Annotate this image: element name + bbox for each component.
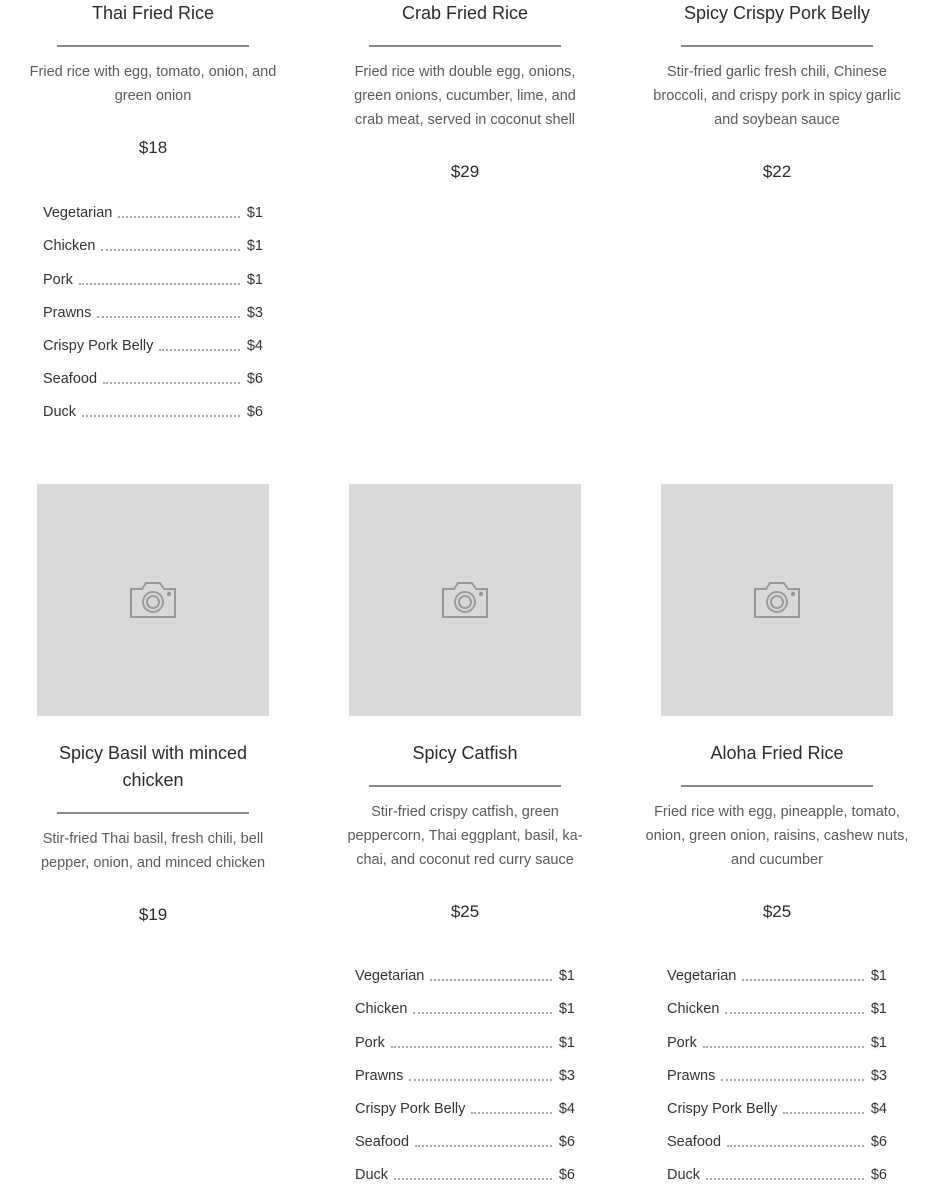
menu-item-description: Stir-fried crispy catfish, green peppercorn, Thai eggplant, basil, ka-chai, and coconut red curry sauce (347, 804, 583, 868)
menu-item-title: Spicy Crispy Pork Belly (683, 3, 871, 23)
menu-item-aloha-fried-rice (639, 740, 915, 1184)
add-on-label: Chicken (667, 1001, 720, 1018)
add-on-label: Vegetarian (355, 968, 425, 985)
add-on-price: $1 (870, 968, 887, 985)
title-divider (681, 45, 873, 47)
add-on-option (43, 256, 263, 289)
add-on-label: Prawns (667, 1067, 716, 1084)
menu-item-crab-fried-rice (327, 0, 603, 200)
add-on-label: Pork (667, 1034, 697, 1051)
add-on-price: $4 (558, 1100, 575, 1117)
add-on-option (667, 1152, 887, 1185)
menu-item-title: Thai Fried Rice (91, 3, 215, 23)
camera-icon (752, 580, 802, 620)
leader-dots (727, 1145, 864, 1147)
add-on-option (667, 1119, 887, 1152)
add-on-label: Seafood (43, 371, 98, 388)
leader-dots (742, 979, 864, 981)
add-on-label: Crispy Pork Belly (667, 1100, 778, 1117)
title-divider (369, 45, 561, 47)
leader-dots (413, 1012, 551, 1014)
add-on-label: Crispy Pork Belly (43, 337, 154, 354)
menu-item-price: $25 (762, 902, 792, 921)
menu-item-photo-placeholder[interactable] (37, 484, 269, 716)
add-on-price: $3 (870, 1067, 887, 1084)
add-on-option (43, 290, 263, 323)
add-on-option (43, 190, 263, 223)
add-on-price: $1 (558, 1001, 575, 1018)
add-on-label: Chicken (43, 238, 96, 255)
menu-item-thai-fried-rice (15, 0, 291, 420)
title-divider (369, 785, 561, 787)
add-on-price: $4 (870, 1100, 887, 1117)
leader-dots (783, 1112, 863, 1114)
add-on-label: Pork (43, 271, 73, 288)
title-divider (57, 812, 249, 814)
menu-item-description: Fried rice with egg, tomato, onion, and green onion (29, 64, 277, 104)
title-divider (681, 785, 873, 787)
leader-dots (409, 1079, 552, 1081)
add-on-option (355, 1053, 575, 1086)
leader-dots (725, 1012, 863, 1014)
add-on-option (355, 1019, 575, 1052)
menu-item-description: Stir-fried garlic fresh chili, Chinese broccoli, and crispy pork in spicy garlic and soybean sauce (653, 64, 901, 128)
title-divider (57, 45, 249, 47)
menu-item-title: Spicy Basil with minced chicken (58, 743, 248, 790)
menu-item-description: Fried rice with egg, pineapple, tomato, onion, green onion, raisins, cashew nuts, and cucumber (645, 804, 909, 868)
add-on-label: Prawns (43, 304, 92, 321)
add-on-label: Prawns (355, 1067, 404, 1084)
add-on-price: $6 (870, 1167, 887, 1184)
add-on-options (667, 953, 887, 1185)
add-on-price: $6 (246, 404, 263, 421)
menu-item-price: $29 (450, 162, 480, 181)
add-on-option (667, 1053, 887, 1086)
add-on-options (43, 190, 263, 422)
add-on-label: Vegetarian (43, 205, 113, 222)
camera-icon (128, 580, 178, 620)
menu-item-spicy-basil-minced-chicken (15, 740, 291, 940)
menu-item-photo-placeholder[interactable] (661, 484, 893, 716)
add-on-option (43, 223, 263, 256)
add-on-option (355, 953, 575, 986)
menu-item-price: $25 (450, 902, 480, 921)
add-on-option (355, 1086, 575, 1119)
leader-dots (394, 1178, 552, 1180)
leader-dots (159, 349, 239, 351)
add-on-price: $6 (558, 1167, 575, 1184)
add-on-option (667, 1019, 887, 1052)
add-on-option (355, 1119, 575, 1152)
add-on-option (43, 323, 263, 356)
add-on-price: $1 (870, 1034, 887, 1051)
menu-item-title: Aloha Fried Rice (710, 743, 844, 763)
add-on-label: Pork (355, 1034, 385, 1051)
add-on-price: $4 (246, 337, 263, 354)
leader-dots (703, 1046, 864, 1048)
add-on-options (355, 953, 575, 1185)
add-on-price: $1 (870, 1001, 887, 1018)
menu-item-title: Crab Fried Rice (401, 3, 529, 23)
menu-item-title: Spicy Catfish (412, 743, 518, 763)
add-on-price: $3 (246, 304, 263, 321)
add-on-price: $1 (246, 238, 263, 255)
menu-item-description: Stir-fried Thai basil, fresh chili, bell pepper, onion, and minced chicken (40, 831, 266, 871)
add-on-label: Seafood (667, 1134, 722, 1151)
leader-dots (97, 316, 240, 318)
camera-icon (440, 580, 490, 620)
add-on-label: Chicken (355, 1001, 408, 1018)
leader-dots (103, 382, 240, 384)
leader-dots (415, 1145, 552, 1147)
leader-dots (101, 249, 239, 251)
add-on-label: Duck (355, 1167, 389, 1184)
add-on-option (43, 356, 263, 389)
add-on-price: $1 (558, 1034, 575, 1051)
add-on-label: Crispy Pork Belly (355, 1100, 466, 1117)
add-on-price: $1 (558, 968, 575, 985)
add-on-option (355, 1152, 575, 1185)
add-on-price: $1 (246, 205, 263, 222)
add-on-option (667, 1086, 887, 1119)
menu-item-spicy-catfish (327, 740, 603, 1184)
add-on-price: $6 (870, 1134, 887, 1151)
leader-dots (82, 415, 240, 417)
add-on-option (667, 953, 887, 986)
add-on-price: $1 (246, 271, 263, 288)
leader-dots (118, 216, 240, 218)
add-on-label: Seafood (355, 1134, 410, 1151)
menu-item-description: Fried rice with double egg, onions, green onions, cucumber, lime, and crab meat, served in coconut shell (354, 64, 576, 128)
menu-item-price: $22 (762, 162, 792, 181)
leader-dots (471, 1112, 551, 1114)
add-on-label: Duck (667, 1167, 701, 1184)
add-on-option (355, 986, 575, 1019)
menu-item-spicy-crispy-pork-belly (639, 0, 915, 200)
add-on-price: $6 (558, 1134, 575, 1151)
add-on-option (667, 986, 887, 1019)
menu-item-price: $19 (138, 905, 168, 924)
leader-dots (79, 283, 240, 285)
leader-dots (430, 979, 552, 981)
add-on-label: Vegetarian (667, 968, 737, 985)
add-on-price: $3 (558, 1067, 575, 1084)
menu-item-photo-placeholder[interactable] (349, 484, 581, 716)
leader-dots (721, 1079, 864, 1081)
leader-dots (706, 1178, 864, 1180)
menu-item-price: $18 (138, 138, 168, 157)
add-on-label: Duck (43, 404, 77, 421)
leader-dots (391, 1046, 552, 1048)
add-on-option (43, 389, 263, 422)
add-on-price: $6 (246, 371, 263, 388)
